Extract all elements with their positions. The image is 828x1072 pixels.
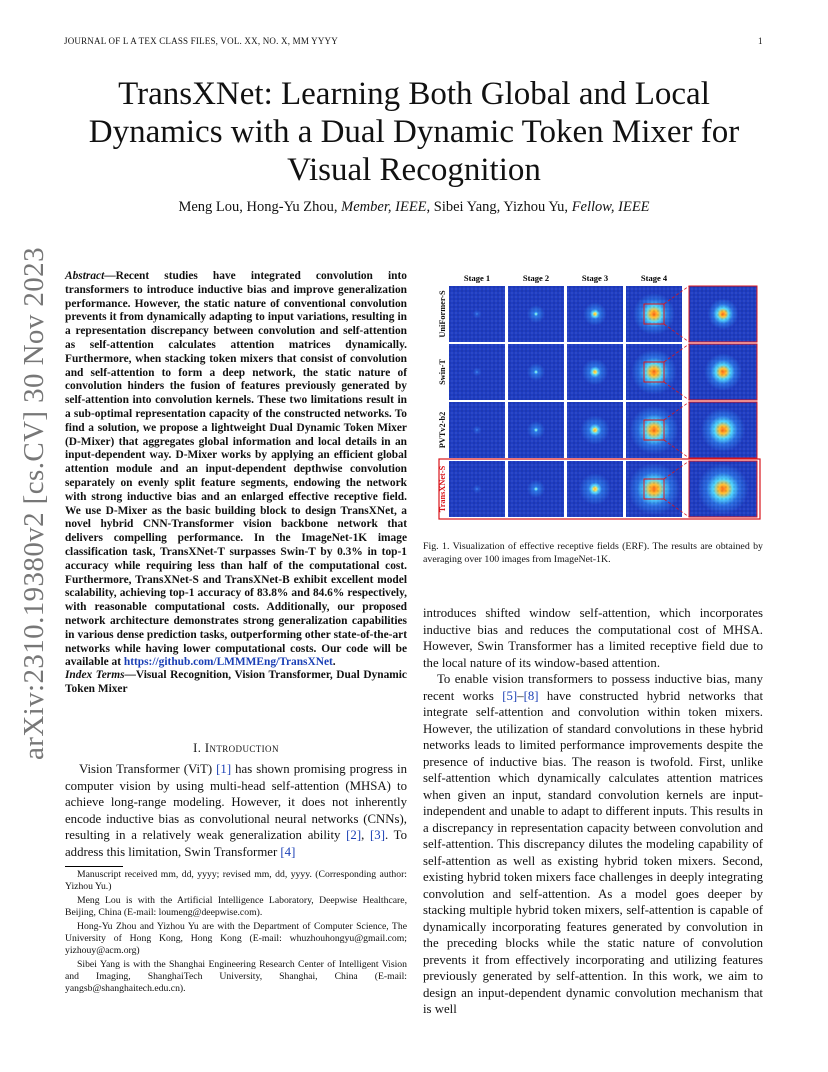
citation-link[interactable]: [4]	[280, 844, 296, 859]
erf-noise	[626, 286, 682, 342]
range-dash: –	[517, 688, 524, 703]
abstract-label: Abstract	[65, 270, 105, 282]
section-title: Introduction	[204, 741, 279, 755]
intro-paragraph	[65, 761, 407, 860]
paper-title: TransXNet: Learning Both Global and Local Dynamics with a Dual Dynamic Token Mixer for Visual Recognition	[88, 76, 740, 188]
authors-part-1: Meng Lou, Hong-Yu Zhou,	[178, 199, 338, 215]
erf-noise	[449, 286, 505, 342]
row-label: UniFormer-S	[438, 290, 447, 338]
intro-text: . To address this limitation, Swin Transformer	[65, 828, 407, 859]
erf-noise	[508, 402, 564, 458]
index-terms	[65, 669, 407, 697]
figure-caption: Fig. 1. Visualization of effective receptive fields (ERF). The results are obtained by averaging over 100 images from ImageNet-1K.	[423, 541, 763, 565]
erf-noise	[449, 344, 505, 400]
abstract-text: —Recent studies have integrated convolution into transformers to introduce inductive bias and improve generalization performance. However, the static nature of conventional convolution prevents it from dynamically adapting to input variations, resulting in a representation discrepancy between convolution and self-attention as self-attention calculates attention matrices dynamically. Furthermore, when stacking token mixers that consist of convolution and self-attention to form a deep network, the static nature of convolution hinders the fusion of features previously generated by self-attention into convolution kernels. These two limitations result in a sub-optimal representation capacity of the constructed networks. To find a solution, we propose a lightweight Dual Dynamic Token Mixer (D-Mixer) that aggregates global information and local details in an input-dependent way. D-Mixer works by applying an efficient global attention module and an input-dependent depthwise convolution separately on evenly split feature segments, endowing the network with strong inductive bias and an enlarged effective receptive field. We use D-Mixer as the basic building block to design TransXNet, a novel hybrid CNN-Transformer vision backbone network that delivers compelling performance. In the ImageNet-1K image classification task, TransXNet-T surpasses Swin-T by 0.3% in top-1 accuracy while requiring less than half of the computational cost. Furthermore, TransXNet-S and TransXNet-B exhibit excellent model scalability, achieving top-1 accuracy of 83.8% and 84.6% respectively, with reasonable computational costs. Additionally, our proposed network architecture demonstrates strong generalization capabilities in various dense prediction tasks, outperforming other state-of-the-art networks while having lower computational costs. Our code will be available at	[65, 270, 407, 669]
stage-label: Stage 3	[581, 273, 609, 283]
erf-noise	[449, 402, 505, 458]
paragraph-text: To enable vision transformers to possess inductive bias, many recent works	[423, 672, 763, 703]
citation-link[interactable]: [1]	[216, 762, 232, 776]
erf-noise	[508, 286, 564, 342]
erf-figure-svg	[437, 270, 762, 520]
erf-noise	[626, 344, 682, 400]
footnote: Sibei Yang is with the Shanghai Engineering Research Center of Intelligent Vision and Imaging, ShanghaiTech University, Shanghai, China (E-mail: yangsb@shanghaitech.edu.cn).	[65, 959, 407, 994]
authors-part-2: , Sibei Yang, Yizhou Yu,	[426, 199, 569, 215]
erf-noise	[567, 344, 623, 400]
intro-text: Vision Transformer (ViT)	[79, 762, 217, 776]
right-column-text	[423, 605, 763, 1018]
page-number: 1	[758, 36, 763, 46]
erf-noise	[626, 402, 682, 458]
erf-figure	[437, 270, 762, 520]
intro-text: has shown promising progress in computer vision by using multi-head self-attention (MHSA) to achieve long-range modeling. However, it does not inherently encode inductive bias as convolutional neural networks (CNNs), resulting in a relatively weak generalization ability	[65, 762, 407, 842]
erf-noise	[567, 402, 623, 458]
footnote: Manuscript received mm, dd, yyyy; revised mm, dd, yyyy. (Corresponding author: Yizhou Yu.)	[65, 869, 407, 892]
citation-link[interactable]: [8]	[523, 688, 539, 703]
zoomed-erf-noise	[689, 344, 757, 400]
membership-1: Member, IEEE	[341, 199, 427, 215]
footnote: Hong-Yu Zhou and Yizhou Yu are with the Department of Computer Science, The University of Hong Kong, Hong Kong (E-mail: whuzhouhongyu@gmail.com; yizhouy@acm.org)	[65, 921, 407, 956]
paragraph-text: have constructed hybrid networks that integrate self-attention and convolution within token mixers. However, the utilization of standard convolutions in these hybrid networks leads to limited performance improvements despite the presence of inductive bias. The reason is twofold. First, unlike self-attention which dynamically calculates attention matrices when given an input, standard convolution kernels are input-independent and unable to adapt to different inputs. This results in a discrepancy in representation capacity between convolution and self-attention. This discrepancy dilutes the modeling capability of self-attention as well as existing hybrid token mixers. Second, existing hybrid token mixers face challenges in deeply integrating convolution and self-attention. As a model goes deeper by stacking multiple hybrid token mixers, self-attention is capable of dynamically incorporating features generated by convolution in the preceding blocks while the static nature of convolution prevents it from effectively incorporating and utilizing features previously generated by self-attention. In this work, we aim to design an input-dependent dynamic convolution mechanism that is well	[423, 688, 763, 1016]
row-label: Swin-T	[438, 359, 447, 385]
citation-link[interactable]: [2]	[346, 828, 362, 842]
row-label: PVTv2-b2	[438, 411, 447, 449]
erf-noise	[508, 461, 564, 517]
code-link[interactable]: https://github.com/LMMMEng/TransXNet	[123, 656, 333, 669]
paragraph	[423, 671, 763, 1018]
zoomed-erf-noise	[689, 461, 757, 517]
stage-label: Stage 1	[463, 273, 491, 283]
abstract	[65, 270, 407, 670]
running-head: JOURNAL OF L A TEX CLASS FILES, VOL. XX, NO. X, MM YYYY	[64, 36, 338, 46]
section-heading	[65, 741, 407, 756]
erf-noise	[508, 344, 564, 400]
zoomed-erf-noise	[689, 402, 757, 458]
abstract-end: .	[332, 656, 336, 669]
citation-link[interactable]: [3]	[370, 828, 385, 842]
footnotes	[65, 869, 407, 997]
erf-noise	[567, 461, 623, 517]
stage-label: Stage 2	[522, 273, 550, 283]
stage-label: Stage 4	[640, 273, 668, 283]
index-terms-label: Index Terms	[65, 669, 125, 681]
membership-2: Fellow, IEEE	[571, 199, 650, 215]
erf-noise	[449, 461, 505, 517]
footnote: Meng Lou is with the Artificial Intelligence Laboratory, Deepwise Healthcare, Beijing, China (E-mail: loumeng@deepwise.com).	[65, 895, 407, 918]
author-line	[80, 199, 748, 216]
zoomed-erf-noise	[689, 286, 757, 342]
citation-link[interactable]: [5]	[502, 688, 518, 703]
footnote-rule	[65, 866, 123, 867]
erf-noise	[626, 461, 682, 517]
erf-noise	[567, 286, 623, 342]
index-terms-text: —Visual Recognition, Vision Transformer, Dual Dynamic Token Mixer	[65, 669, 407, 695]
arxiv-stamp: arXiv:2310.19380v2 [cs.CV] 30 Nov 2023	[18, 247, 50, 760]
section-number: I.	[193, 741, 202, 755]
row-label: TransXNet-S	[438, 465, 447, 513]
paragraph: introduces shifted window self-attention, which incorporates inductive bias and reduces the computational cost of MHSA. However, Swin Transformer has a limited receptive field due to the local nature of its window-based attention.	[423, 606, 763, 670]
intro-text: ,	[361, 828, 371, 842]
